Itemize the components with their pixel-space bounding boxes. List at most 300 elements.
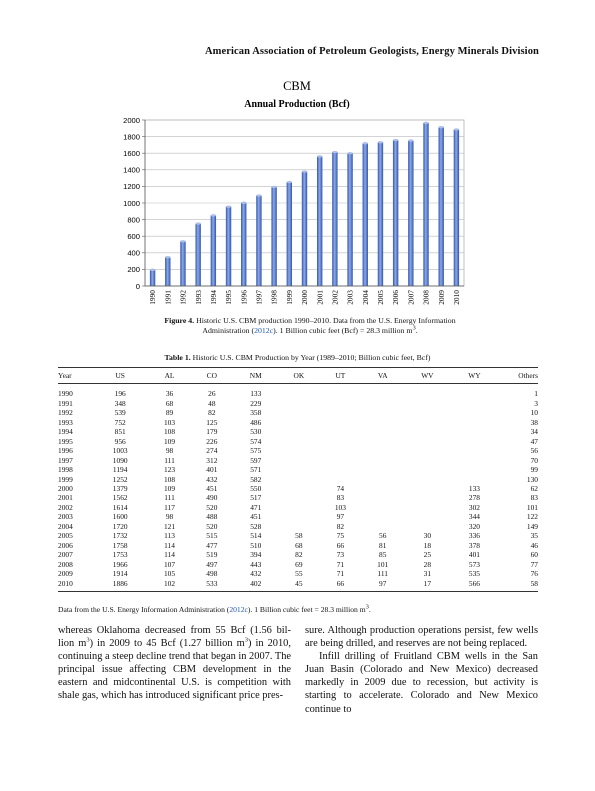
table-cell: 477 [206, 540, 218, 550]
bar-cap [317, 155, 322, 157]
body-paragraph: sure. Although production operations persist, few wells are being drilled, and reserves are not being replaced. [305, 625, 538, 650]
table-cell [451, 408, 498, 417]
table-cell: 38 [530, 417, 538, 427]
x-tick-label: 2010 [452, 290, 462, 305]
table-cell [362, 418, 404, 427]
x-tick-label: 1997 [254, 290, 264, 305]
table-header-cell: VA [362, 368, 404, 384]
bar-cap [347, 152, 352, 154]
table-cell [319, 456, 361, 465]
table-cell [362, 437, 404, 446]
table-cell: 1995 [58, 436, 73, 446]
bar [454, 129, 459, 286]
table-cell [278, 427, 319, 436]
table-cell: 486 [250, 417, 262, 427]
table-cell: 179 [206, 427, 218, 437]
table-cell: 1886 [92, 579, 148, 592]
table-cell [278, 399, 319, 408]
table-row [58, 522, 538, 531]
table-note-text-end: ). 1 Billion cubic feet = 28.3 million m [247, 605, 366, 614]
table-cell: 73 [336, 550, 345, 560]
table-cell: 114 [164, 540, 175, 550]
table-cell: 97 [336, 512, 345, 522]
table-header-cell: UT [319, 368, 361, 384]
chart-title: CBM [283, 79, 311, 93]
table-cell: 1966 [112, 559, 128, 569]
table-row [58, 437, 538, 446]
bar-cap [287, 181, 292, 183]
table-cell: 55 [295, 569, 303, 579]
table-cell [319, 408, 361, 417]
table-cell: 108 [163, 474, 176, 484]
table-cell: 45 [278, 579, 319, 592]
table-cell: 82 [208, 408, 216, 418]
table-note-sup: 3 [365, 603, 369, 611]
table-note-period: . [368, 605, 371, 614]
bar-cap [226, 205, 231, 207]
table-cell [278, 384, 319, 399]
bar [439, 127, 444, 286]
table-cell: 1991 [58, 398, 73, 408]
table-cell: 48 [208, 398, 216, 408]
x-tick-label: 2008 [421, 290, 431, 305]
table-cell: 566 [451, 579, 498, 592]
body-sup: 3 [86, 636, 90, 644]
table-cell: 515 [206, 531, 218, 541]
table-cell: 535 [468, 569, 480, 579]
table-cell: 226 [206, 436, 218, 446]
table-cell: 122 [526, 512, 538, 522]
table-title [0, 353, 595, 362]
table-cell: 539 [114, 408, 126, 418]
table-cell: 103 [163, 417, 176, 427]
table-cell: 68 [295, 540, 303, 550]
table-cell: 83 [530, 493, 538, 503]
table-cell: 117 [164, 502, 175, 512]
table-cell [451, 456, 498, 465]
table-cell: 82 [295, 550, 303, 560]
table-cell: 98 [165, 446, 174, 456]
table-cell [404, 522, 451, 531]
body-column-left [58, 624, 291, 703]
table-cell: 46 [530, 540, 538, 550]
table-cell: 1992 [58, 408, 73, 418]
table-cell: 582 [250, 474, 262, 484]
table-cell [362, 484, 404, 493]
table-cell: 1914 [112, 569, 128, 579]
bar [378, 142, 383, 286]
table-cell: 133 [250, 389, 262, 399]
table-cell [451, 446, 498, 455]
table-cell: 56 [379, 531, 387, 541]
table-cell: 60 [530, 550, 538, 560]
table-cell [404, 437, 451, 446]
table-cell [451, 465, 498, 474]
table-cell [319, 475, 361, 484]
table-cell: 101 [377, 559, 389, 569]
table-cell: 89 [165, 408, 174, 418]
table-cell [404, 503, 451, 512]
table-cell: 113 [164, 531, 175, 541]
x-tick-label: 2009 [436, 290, 446, 305]
table-cell [451, 418, 498, 427]
table-row [58, 503, 538, 512]
table-cell: 394 [250, 550, 262, 560]
bar-cap [439, 126, 444, 128]
table-cell: 47 [530, 436, 538, 446]
bar [423, 123, 428, 286]
body-paragraph: Infill drilling of Fruitland CBM wells in the San Juan Basin (Colorado and New Mexico) decreased markedly in 2009 due to recession, but activity is starting to accelerate. Colorado and New Mexico continue to [305, 651, 538, 715]
x-tick-label: 1992 [178, 290, 188, 305]
table-row [58, 384, 538, 399]
bar [347, 153, 352, 286]
table-cell: 533 [191, 579, 233, 592]
table-cell: 35 [530, 531, 538, 541]
figure-caption-text: Historic U.S. CBM production 1990–2010. Data from the U.S. Energy Information Administration ( [194, 316, 456, 335]
table-cell: 68 [165, 398, 174, 408]
table-cell [319, 465, 361, 474]
x-tick-label: 1991 [163, 290, 173, 305]
table-cell [362, 427, 404, 436]
table-cell: 98 [165, 512, 174, 522]
table-cell: 25 [423, 550, 432, 560]
y-tick-label: 400 [127, 248, 140, 258]
table-cell [404, 456, 451, 465]
table-cell: 851 [114, 427, 126, 437]
table-cell [278, 512, 319, 521]
x-tick-label: 1996 [239, 290, 249, 305]
chart-subtitle: Annual Production (Bcf) [244, 99, 350, 110]
table-cell: 358 [250, 408, 262, 418]
figure-caption-period: . [415, 326, 418, 335]
table-cell: 575 [250, 446, 262, 456]
table-cell [404, 493, 451, 502]
y-tick-label: 800 [127, 215, 140, 225]
table-cell: 597 [250, 455, 262, 465]
bar-cap [454, 128, 459, 130]
table-header-cell: Year [58, 368, 92, 384]
bar [332, 152, 337, 286]
table-cell [404, 408, 451, 417]
x-tick-label: 1999 [284, 290, 294, 305]
table-cell: 71 [336, 559, 345, 569]
bar [180, 241, 185, 286]
table-cell: 1732 [112, 531, 128, 541]
table-cell [362, 475, 404, 484]
table-title-text: Historic U.S. CBM Production by Year (1989–2010; Billion cubic feet, Bcf) [190, 353, 431, 362]
table-cell: 2001 [58, 493, 73, 503]
table-header-cell: OK [278, 368, 319, 384]
cbm-production-chart [0, 78, 595, 308]
table-cell: 2003 [58, 512, 73, 522]
cbm-production-table [58, 367, 538, 592]
x-tick-label: 1994 [208, 290, 218, 305]
table-cell: 432 [250, 569, 262, 579]
table-cell: 1252 [112, 474, 128, 484]
table-header-cell: AL [148, 368, 190, 384]
table-cell [319, 437, 361, 446]
y-tick-label: 1400 [123, 165, 140, 175]
figure-caption-sup: 3 [412, 324, 416, 332]
table-cell: 31 [423, 569, 432, 579]
table-cell: 58 [295, 531, 303, 541]
bar-cap [165, 256, 170, 258]
table-cell: 111 [377, 569, 388, 579]
y-tick-label: 0 [135, 281, 140, 291]
bar-cap [180, 240, 185, 242]
table-cell: 2002 [58, 502, 73, 512]
table-cell: 530 [250, 427, 262, 437]
x-tick-label: 1998 [269, 290, 279, 305]
bar-cap [393, 139, 398, 141]
table-cell: 336 [468, 531, 480, 541]
bar-cap [271, 186, 276, 188]
table-cell [278, 408, 319, 417]
table-cell: 451 [206, 483, 218, 493]
table-cell [404, 427, 451, 436]
table-row [58, 560, 538, 569]
table-row [58, 569, 538, 578]
table-cell: 520 [206, 521, 218, 531]
table-cell: 432 [206, 474, 218, 484]
table-cell [451, 427, 498, 436]
table-cell: 28 [423, 559, 432, 569]
bar-cap [211, 214, 216, 216]
table-cell: 66 [336, 540, 345, 550]
table-cell [319, 399, 361, 408]
bar [287, 182, 292, 286]
table-cell: 108 [163, 427, 176, 437]
table-cell: 401 [206, 465, 218, 475]
table-header-row [58, 368, 538, 384]
table-row [58, 399, 538, 408]
table-cell: 1758 [112, 540, 128, 550]
table-cell: 497 [206, 559, 218, 569]
y-tick-label: 1000 [123, 198, 140, 208]
table-cell: 2006 [58, 540, 73, 550]
table-cell: 1994 [58, 427, 73, 437]
table-cell: 105 [163, 569, 176, 579]
table-cell: 1600 [112, 512, 128, 522]
table-cell [319, 427, 361, 436]
bar [256, 196, 261, 286]
bar [271, 187, 276, 286]
table-cell: 443 [250, 559, 262, 569]
table-cell [404, 446, 451, 455]
table-cell [278, 456, 319, 465]
table-cell [362, 512, 404, 521]
bar [363, 143, 368, 286]
table-cell: 109 [163, 436, 176, 446]
table-cell: 1753 [112, 550, 128, 560]
table-cell: 517 [250, 493, 262, 503]
table-cell: 34 [530, 427, 538, 437]
table-cell: 10 [530, 408, 538, 418]
table-row [58, 427, 538, 436]
table-cell: 510 [250, 540, 262, 550]
table-cell: 82 [336, 521, 345, 531]
table-cell: 1194 [112, 465, 128, 475]
table-cell [404, 384, 451, 399]
table-cell: 344 [468, 512, 480, 522]
table-cell: 69 [295, 559, 303, 569]
table-cell: 77 [530, 559, 538, 569]
bar-cap [302, 170, 307, 172]
figure-label: Figure 4. [164, 316, 195, 325]
table-cell: 956 [114, 436, 126, 446]
table-header-cell: WY [451, 368, 498, 384]
x-tick-label: 2005 [376, 290, 386, 305]
x-tick-label: 2003 [345, 290, 355, 305]
bar [393, 140, 398, 286]
bar-cap [378, 141, 383, 143]
bar [302, 172, 307, 286]
bar-cap [150, 269, 155, 271]
chart-svg [0, 78, 595, 308]
table-cell [362, 522, 404, 531]
x-tick-label: 1993 [193, 290, 203, 305]
y-tick-label: 1800 [123, 132, 140, 142]
table-cell: 149 [526, 521, 538, 531]
body-text: whereas Oklahoma decreased from 55 Bcf (1.56 bil-lion m [58, 625, 291, 650]
y-tick-label: 2000 [123, 115, 140, 125]
table-row [58, 531, 538, 540]
table-cell [319, 446, 361, 455]
table-row [58, 418, 538, 427]
table-cell: 56 [530, 446, 538, 456]
table-note [58, 605, 371, 614]
table-cell: 1998 [58, 465, 73, 475]
table-cell: 101 [526, 502, 538, 512]
table-cell: 75 [336, 531, 345, 541]
table-cell: 320 [468, 521, 480, 531]
table-row [58, 579, 538, 592]
table-cell: 519 [206, 550, 218, 560]
table-cell: 2009 [58, 569, 73, 579]
table-cell: 114 [164, 550, 175, 560]
table-cell: 1 [534, 389, 538, 399]
table-citation-link[interactable]: 2012c [229, 605, 248, 614]
table-cell: 3 [534, 398, 538, 408]
table-cell: 1997 [58, 455, 73, 465]
table-cell [278, 484, 319, 493]
table-cell [278, 465, 319, 474]
table-cell: 2008 [58, 559, 73, 569]
table-cell: 97 [362, 579, 404, 592]
table-cell: 752 [114, 417, 126, 427]
table-cell: 520 [206, 502, 218, 512]
table-cell: 278 [468, 493, 480, 503]
figure-caption-text-end: ). 1 Billion cubic feet (Bcf) = 28.3 million m [273, 326, 413, 335]
figure-caption [150, 316, 470, 336]
table-cell [362, 465, 404, 474]
table-cell: 312 [206, 455, 218, 465]
x-tick-label: 2000 [300, 290, 310, 305]
table-cell: 571 [250, 465, 262, 475]
table-cell [404, 465, 451, 474]
x-tick-label: 2001 [315, 290, 325, 305]
table-cell: 1996 [58, 446, 73, 456]
y-axis [123, 116, 145, 291]
table-cell [404, 512, 451, 521]
bar-cap [195, 222, 200, 224]
table-cell: 402 [233, 579, 278, 592]
table-row [58, 446, 538, 455]
table-cell: 498 [206, 569, 218, 579]
table-cell: 1990 [58, 389, 73, 399]
table-cell [451, 384, 498, 399]
table-cell: 74 [336, 483, 345, 493]
table-cell: 109 [163, 483, 176, 493]
bar-cap [423, 122, 428, 124]
table-cell: 85 [379, 550, 387, 560]
bar-cap [408, 139, 413, 141]
x-tick-label: 1990 [148, 290, 158, 305]
table-cell [362, 384, 404, 399]
table-cell [362, 408, 404, 417]
bar [317, 156, 322, 286]
body-text: ) in 2009 to 45 Bcf (1.27 billion m [89, 638, 245, 650]
x-tick-label: 2006 [391, 290, 401, 305]
table-cell: 99 [530, 465, 538, 475]
table-cell: 490 [206, 493, 218, 503]
table-cell [404, 475, 451, 484]
x-tick-label: 2007 [406, 290, 416, 305]
table-header-cell: CO [191, 368, 233, 384]
y-tick-label: 1200 [123, 182, 140, 192]
table-cell: 1562 [112, 493, 128, 503]
figure-citation-link[interactable]: 2012c [254, 326, 274, 335]
table-cell [278, 446, 319, 455]
bar [150, 270, 155, 286]
table-header-cell: NM [233, 368, 278, 384]
table-row [58, 550, 538, 559]
bar-cap [332, 151, 337, 153]
table-cell: 514 [250, 531, 262, 541]
table-cell: 30 [423, 531, 432, 541]
y-tick-label: 600 [127, 232, 140, 241]
table-cell: 111 [164, 455, 175, 465]
x-axis [145, 286, 464, 305]
table-cell: 2010 [58, 579, 92, 592]
table-cell: 302 [468, 502, 480, 512]
bar-cap [256, 194, 261, 196]
x-tick-label: 2004 [360, 290, 370, 305]
table-cell: 1614 [112, 502, 128, 512]
table-row [58, 408, 538, 417]
body-column-right [305, 624, 538, 716]
table-cell: 1993 [58, 417, 73, 427]
body-paragraph [58, 624, 291, 703]
table-cell: 2004 [58, 521, 73, 531]
table-cell: 1090 [112, 455, 128, 465]
table-cell: 58 [498, 579, 538, 592]
table-cell: 130 [526, 474, 538, 484]
table-cell [278, 475, 319, 484]
table-cell: 36 [165, 389, 174, 399]
table-cell [451, 399, 498, 408]
table-row [58, 465, 538, 474]
table-cell [319, 384, 361, 399]
table-header-cell: Others [498, 368, 538, 384]
table-row [58, 493, 538, 502]
table-cell: 26 [208, 389, 216, 399]
table-cell: 62 [530, 483, 538, 493]
table-cell: 103 [334, 502, 346, 512]
y-tick-label: 200 [127, 265, 140, 275]
table-cell: 196 [114, 389, 126, 399]
bar [211, 215, 216, 286]
